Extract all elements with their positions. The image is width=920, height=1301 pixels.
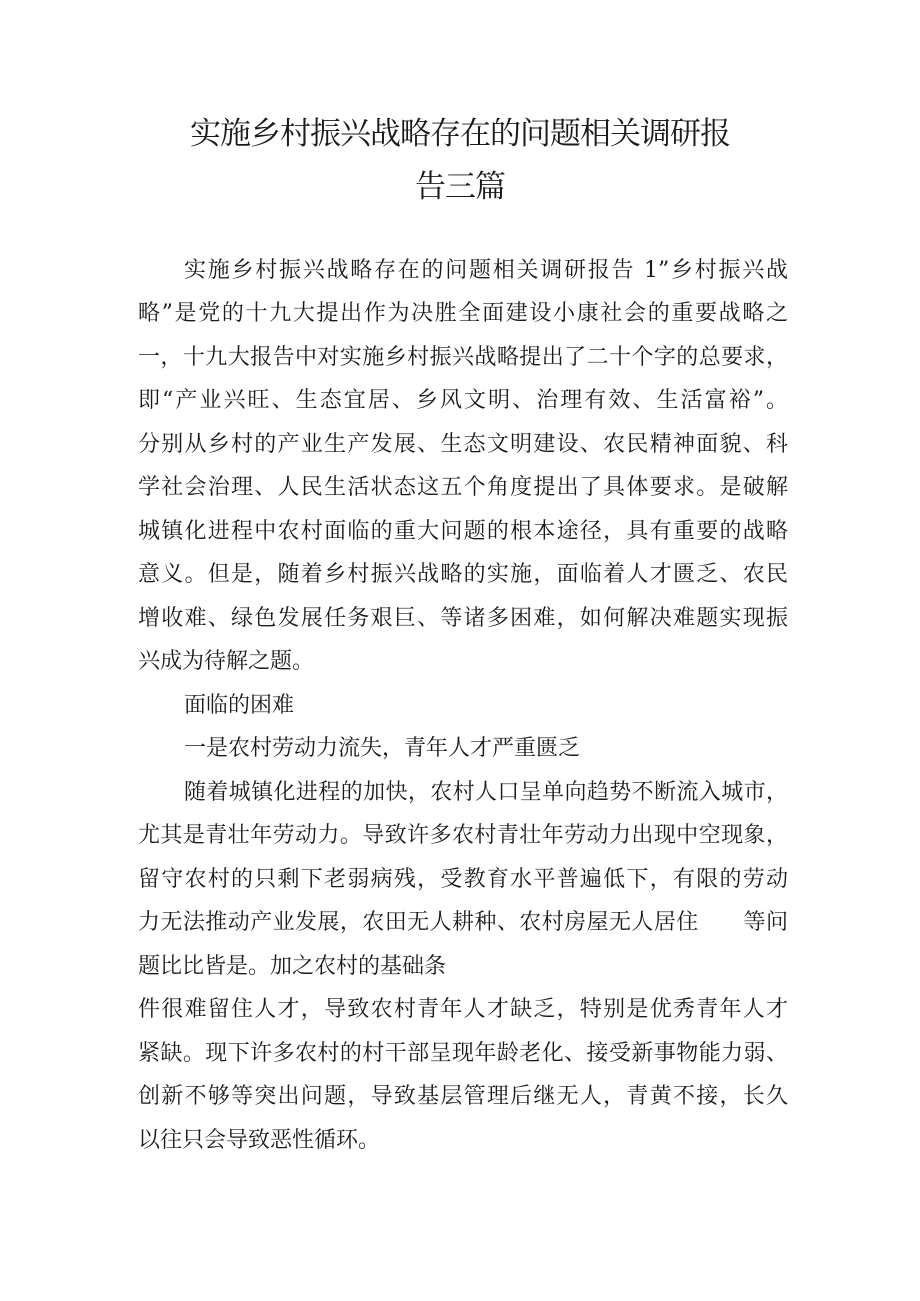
- body-text-line: 件很难留住人才，导致农村青年人才缺乏，特别是优秀青年人才: [138, 997, 788, 1022]
- body-text-line: 略”是党的十九大提出作为决胜全面建设小康社会的重要战略之: [138, 301, 788, 326]
- body-text-line: 随着城镇化进程的加快，农村人口呈单向趋势不断流入城市，: [184, 780, 788, 805]
- body-text-line: 意义。但是，随着乡村振兴战略的实施，面临着人才匮乏、农民: [138, 562, 788, 587]
- body-text-line: 一，十九大报告中对实施乡村振兴战略提出了二十个字的总要求，: [138, 345, 788, 370]
- body-text-line: 题比比皆是。加之农村的基础条: [138, 954, 447, 979]
- body-text-line: 创新不够等突出问题，导致基层管理后继无人，青黄不接，长久: [138, 1084, 788, 1109]
- body-text-line: 兴成为待解之题。: [138, 649, 315, 674]
- body-text-line: 实施乡村振兴战略存在的问题相关调研报告 1”乡村振兴战: [184, 258, 788, 283]
- body-text-line: 力无法推动产业发展，农田无人耕种、农村房屋无人居住 等问: [138, 910, 788, 935]
- body-text-line: 紧缺。现下许多农村的村干部呈现年龄老化、接受新事物能力弱、: [138, 1041, 788, 1066]
- body-text-line: 即“产业兴旺、生态宜居、乡风文明、治理有效、生活富裕”。: [138, 388, 788, 413]
- body-text-line: 分别从乡村的产业生产发展、生态文明建设、农民精神面貌、科: [138, 432, 788, 457]
- body-text-line: 增收难、绿色发展任务艰巨、等诸多困难，如何解决难题实现振: [138, 606, 788, 631]
- subsection-heading: 一是农村劳动力流失，青年人才严重匮乏: [184, 736, 581, 761]
- section-heading: 面临的困难: [184, 693, 295, 718]
- body-text-line: 留守农村的只剩下老弱病残，受教育水平普遍低下，有限的劳动: [138, 867, 788, 892]
- body-text-line: 学社会治理、人民生活状态这五个角度提出了具体要求。是破解: [138, 475, 788, 500]
- document-title-line-2: 告三篇: [415, 169, 505, 205]
- body-text-line: 以往只会导致恶性循环。: [138, 1128, 381, 1153]
- body-text-line: 城镇化进程中农村面临的重大问题的根本途径，具有重要的战略: [138, 519, 788, 544]
- body-text-line: 尤其是青壮年劳动力。导致许多农村青壮年劳动力出现中空现象，: [138, 823, 788, 848]
- document-title-line-1: 实施乡村振兴战略存在的问题相关调研报: [190, 116, 730, 152]
